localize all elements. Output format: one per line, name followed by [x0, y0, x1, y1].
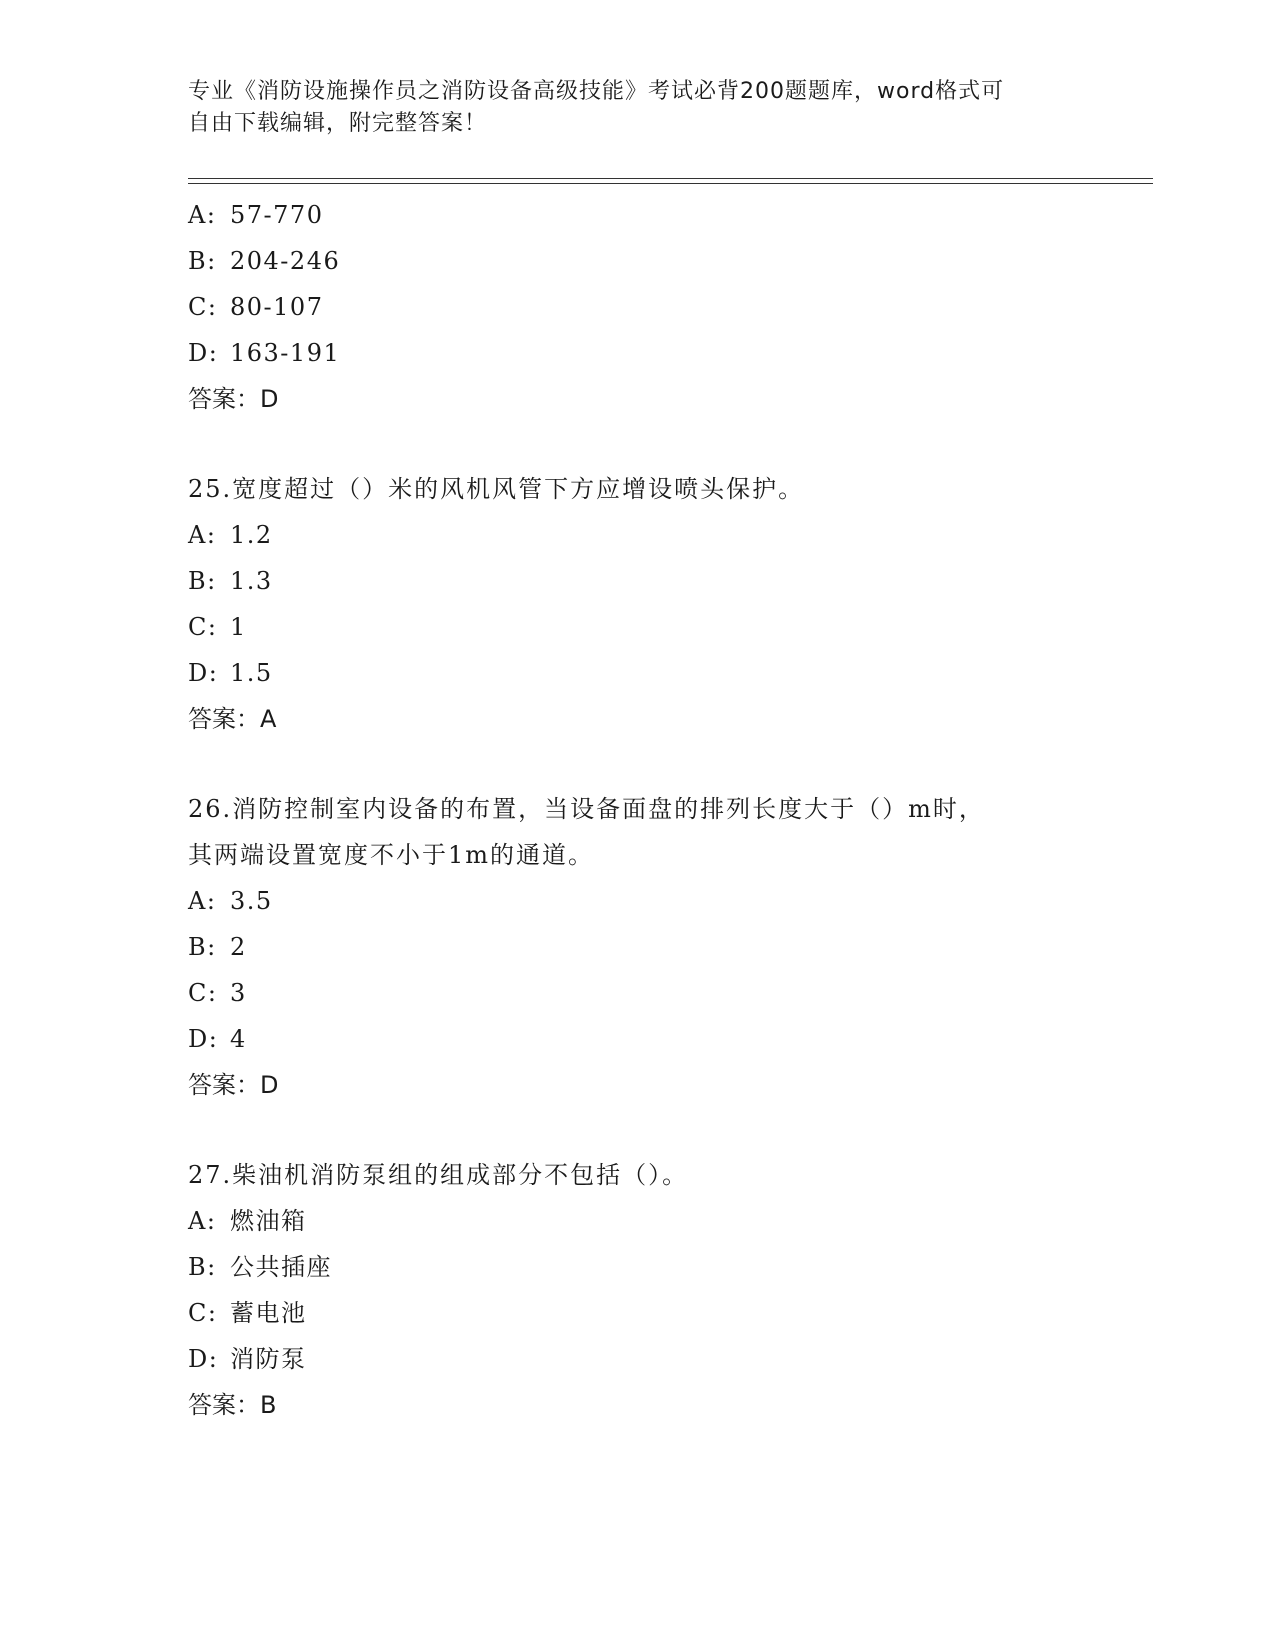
- option-label: D:: [188, 339, 219, 367]
- question-26: [188, 786, 1148, 1108]
- option-text: 163-191: [230, 339, 341, 367]
- option-label: B:: [188, 1253, 217, 1281]
- option-text: 204-246: [230, 247, 341, 275]
- option-d: [188, 1336, 1148, 1382]
- option-c: [188, 970, 1148, 1016]
- option-text: 燃油箱: [230, 1207, 307, 1235]
- answer-line: 答案：A: [188, 705, 277, 733]
- option-text: 80-107: [230, 293, 324, 321]
- option-a: [188, 192, 1148, 238]
- option-c: [188, 604, 1148, 650]
- option-label: B:: [188, 247, 217, 275]
- option-text: 3: [230, 979, 247, 1007]
- option-text: 消防泵: [230, 1345, 307, 1373]
- header-divider-bottom: [188, 183, 1153, 184]
- option-b: [188, 558, 1148, 604]
- option-text: 公共插座: [230, 1253, 332, 1281]
- question-24: [188, 192, 1148, 422]
- option-text: 4: [230, 1025, 247, 1053]
- option-a: [188, 512, 1148, 558]
- question-text: 25.宽度超过（）米的风机风管下方应增设喷头保护。: [188, 475, 805, 503]
- option-label: D:: [188, 1345, 219, 1373]
- header-divider-top: [188, 178, 1153, 179]
- option-label: A:: [188, 521, 217, 549]
- question-27: [188, 1152, 1148, 1428]
- option-label: B:: [188, 933, 217, 961]
- option-b: [188, 1244, 1148, 1290]
- option-text: 1.2: [230, 521, 273, 549]
- option-b: [188, 924, 1148, 970]
- answer-line: 答案：D: [188, 385, 279, 413]
- question-25: [188, 466, 1148, 742]
- option-c: [188, 284, 1148, 330]
- option-label: C:: [188, 613, 218, 641]
- option-text: 1.5: [230, 659, 273, 687]
- option-text: 蓄电池: [230, 1299, 307, 1327]
- document-header: [188, 76, 1088, 140]
- answer-line: 答案：D: [188, 1071, 279, 1099]
- answer-line: 答案：B: [188, 1391, 277, 1419]
- option-a: [188, 1198, 1148, 1244]
- option-text: 3.5: [230, 887, 273, 915]
- question-text-line-2: 其两端设置宽度不小于1m的通道。: [188, 841, 595, 869]
- option-c: [188, 1290, 1148, 1336]
- question-list: [188, 192, 1148, 1428]
- option-text: 1.3: [230, 567, 273, 595]
- option-label: C:: [188, 1299, 218, 1327]
- option-label: C:: [188, 293, 218, 321]
- option-label: C:: [188, 979, 218, 1007]
- option-label: D:: [188, 659, 219, 687]
- header-title-line-1: 专业《消防设施操作员之消防设备高级技能》考试必背200题题库，word格式可: [188, 79, 1005, 104]
- option-label: A:: [188, 1207, 217, 1235]
- option-text: 57-770: [230, 201, 324, 229]
- option-d: [188, 650, 1148, 696]
- option-label: A:: [188, 201, 217, 229]
- option-text: 1: [230, 613, 247, 641]
- header-title-line-2: 自由下载编辑，附完整答案！: [188, 111, 488, 136]
- option-d: [188, 1016, 1148, 1062]
- question-text: 27.柴油机消防泵组的组成部分不包括（）。: [188, 1161, 689, 1189]
- option-d: [188, 330, 1148, 376]
- option-text: 2: [230, 933, 247, 961]
- question-text-line-1: 26.消防控制室内设备的布置，当设备面盘的排列长度大于（）m时，: [188, 795, 985, 823]
- option-label: B:: [188, 567, 217, 595]
- option-label: D:: [188, 1025, 219, 1053]
- option-b: [188, 238, 1148, 284]
- option-label: A:: [188, 887, 217, 915]
- option-a: [188, 878, 1148, 924]
